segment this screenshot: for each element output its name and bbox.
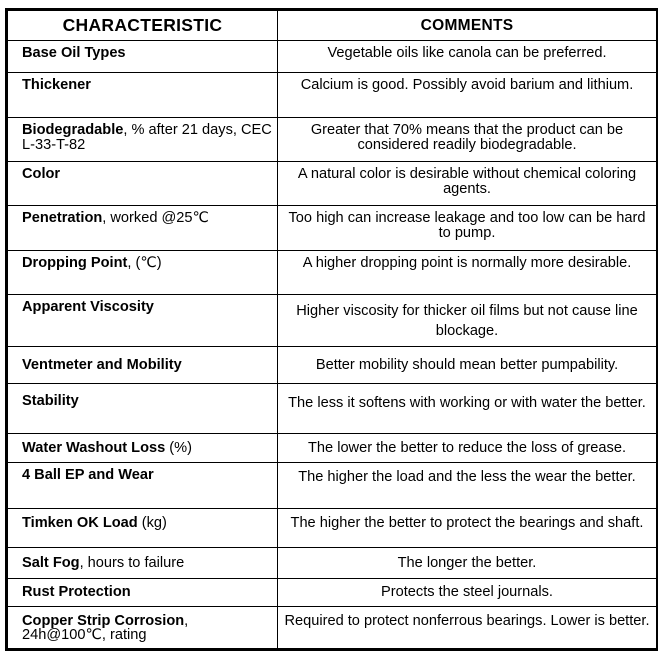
characteristic-name: Apparent Viscosity — [22, 299, 154, 316]
table-row — [8, 463, 657, 508]
comment-cell: Too high can increase leakage and too low can be hard to pump. — [278, 206, 657, 250]
characteristic-qualifier: , worked @25℃ — [102, 210, 209, 227]
characteristic-cell — [8, 250, 278, 294]
characteristic-cell — [8, 41, 278, 73]
grease-characteristics-table — [7, 10, 657, 649]
characteristic-name: Thickener — [22, 77, 91, 94]
characteristic-cell — [8, 579, 278, 606]
table-row — [8, 73, 657, 117]
characteristic-cell — [8, 548, 278, 579]
characteristic-qualifier: , hours to failure — [79, 554, 185, 571]
characteristic-cell — [8, 434, 278, 463]
comment-cell: The lower the better to reduce the loss of grease. — [278, 434, 657, 463]
comment-cell: Protects the steel journals. — [278, 579, 657, 606]
header-characteristic: CHARACTERISTIC — [8, 11, 278, 41]
characteristic-name: Base Oil Types — [22, 45, 126, 61]
table-row — [8, 117, 657, 161]
characteristic-cell — [8, 295, 278, 347]
characteristic-name: Timken OK Load — [22, 514, 138, 531]
table-row — [8, 508, 657, 547]
characteristic-cell — [8, 606, 278, 648]
table-row — [8, 161, 657, 205]
characteristic-name: 4 Ball EP and Wear — [22, 467, 154, 484]
comment-cell: The higher the better to protect the bearings and shaft. — [278, 508, 657, 547]
table-row — [8, 434, 657, 463]
comment-cell: Calcium is good. Possibly avoid barium and lithium. — [278, 73, 657, 117]
characteristic-cell — [8, 347, 278, 383]
characteristic-name: Penetration — [22, 210, 103, 227]
table-header-row — [8, 11, 657, 41]
table-row — [8, 579, 657, 606]
characteristic-cell — [8, 73, 278, 117]
characteristic-cell — [8, 117, 278, 161]
comment-cell: The less it softens with working or with water the better. — [278, 383, 657, 433]
characteristic-name: Color — [22, 165, 61, 182]
characteristic-qualifier: , % after 21 days, CEC L-33-T-82 — [22, 121, 272, 153]
characteristic-cell — [8, 463, 278, 508]
characteristic-qualifier: (kg) — [137, 514, 167, 531]
characteristic-name: Dropping Point — [22, 254, 128, 271]
comment-cell: Better mobility should mean better pumpability. — [278, 347, 657, 383]
characteristic-name: Water Washout Loss — [22, 439, 166, 456]
comment-cell: Higher viscosity for thicker oil films but not cause line blockage. — [278, 295, 657, 347]
characteristic-qualifier: , 24h@100℃, rating — [22, 612, 189, 643]
table-row — [8, 347, 657, 383]
comment-cell: A higher dropping point is normally more desirable. — [278, 250, 657, 294]
comment-cell: Vegetable oils like canola can be preferred. — [278, 41, 657, 73]
characteristic-name: Biodegradable — [22, 121, 124, 138]
table-row — [8, 548, 657, 579]
characteristic-cell — [8, 161, 278, 205]
comment-cell: Greater that 70% means that the product can be considered readily biodegradable. — [278, 117, 657, 161]
characteristic-name: Stability — [22, 392, 79, 409]
comment-cell: Required to protect nonferrous bearings. Lower is better. — [278, 606, 657, 648]
characteristic-qualifier: , (℃) — [127, 254, 162, 271]
characteristic-qualifier: (%) — [165, 439, 193, 456]
characteristic-name: Salt Fog — [22, 554, 80, 571]
comment-cell: The higher the load and the less the wear the better. — [278, 463, 657, 508]
characteristic-cell — [8, 206, 278, 250]
table-row — [8, 41, 657, 73]
table-row — [8, 295, 657, 347]
comment-cell: A natural color is desirable without chemical coloring agents. — [278, 161, 657, 205]
characteristic-cell — [8, 383, 278, 433]
table-row — [8, 606, 657, 648]
characteristic-name: Rust Protection — [22, 583, 131, 600]
table-row — [8, 250, 657, 294]
table-row — [8, 383, 657, 433]
table-row — [8, 206, 657, 250]
characteristic-name: Ventmeter and Mobility — [22, 356, 182, 373]
characteristic-name: Copper Strip Corrosion — [22, 612, 185, 629]
characteristic-cell — [8, 508, 278, 547]
header-comments: COMMENTS — [278, 11, 657, 41]
comment-cell: The longer the better. — [278, 548, 657, 579]
